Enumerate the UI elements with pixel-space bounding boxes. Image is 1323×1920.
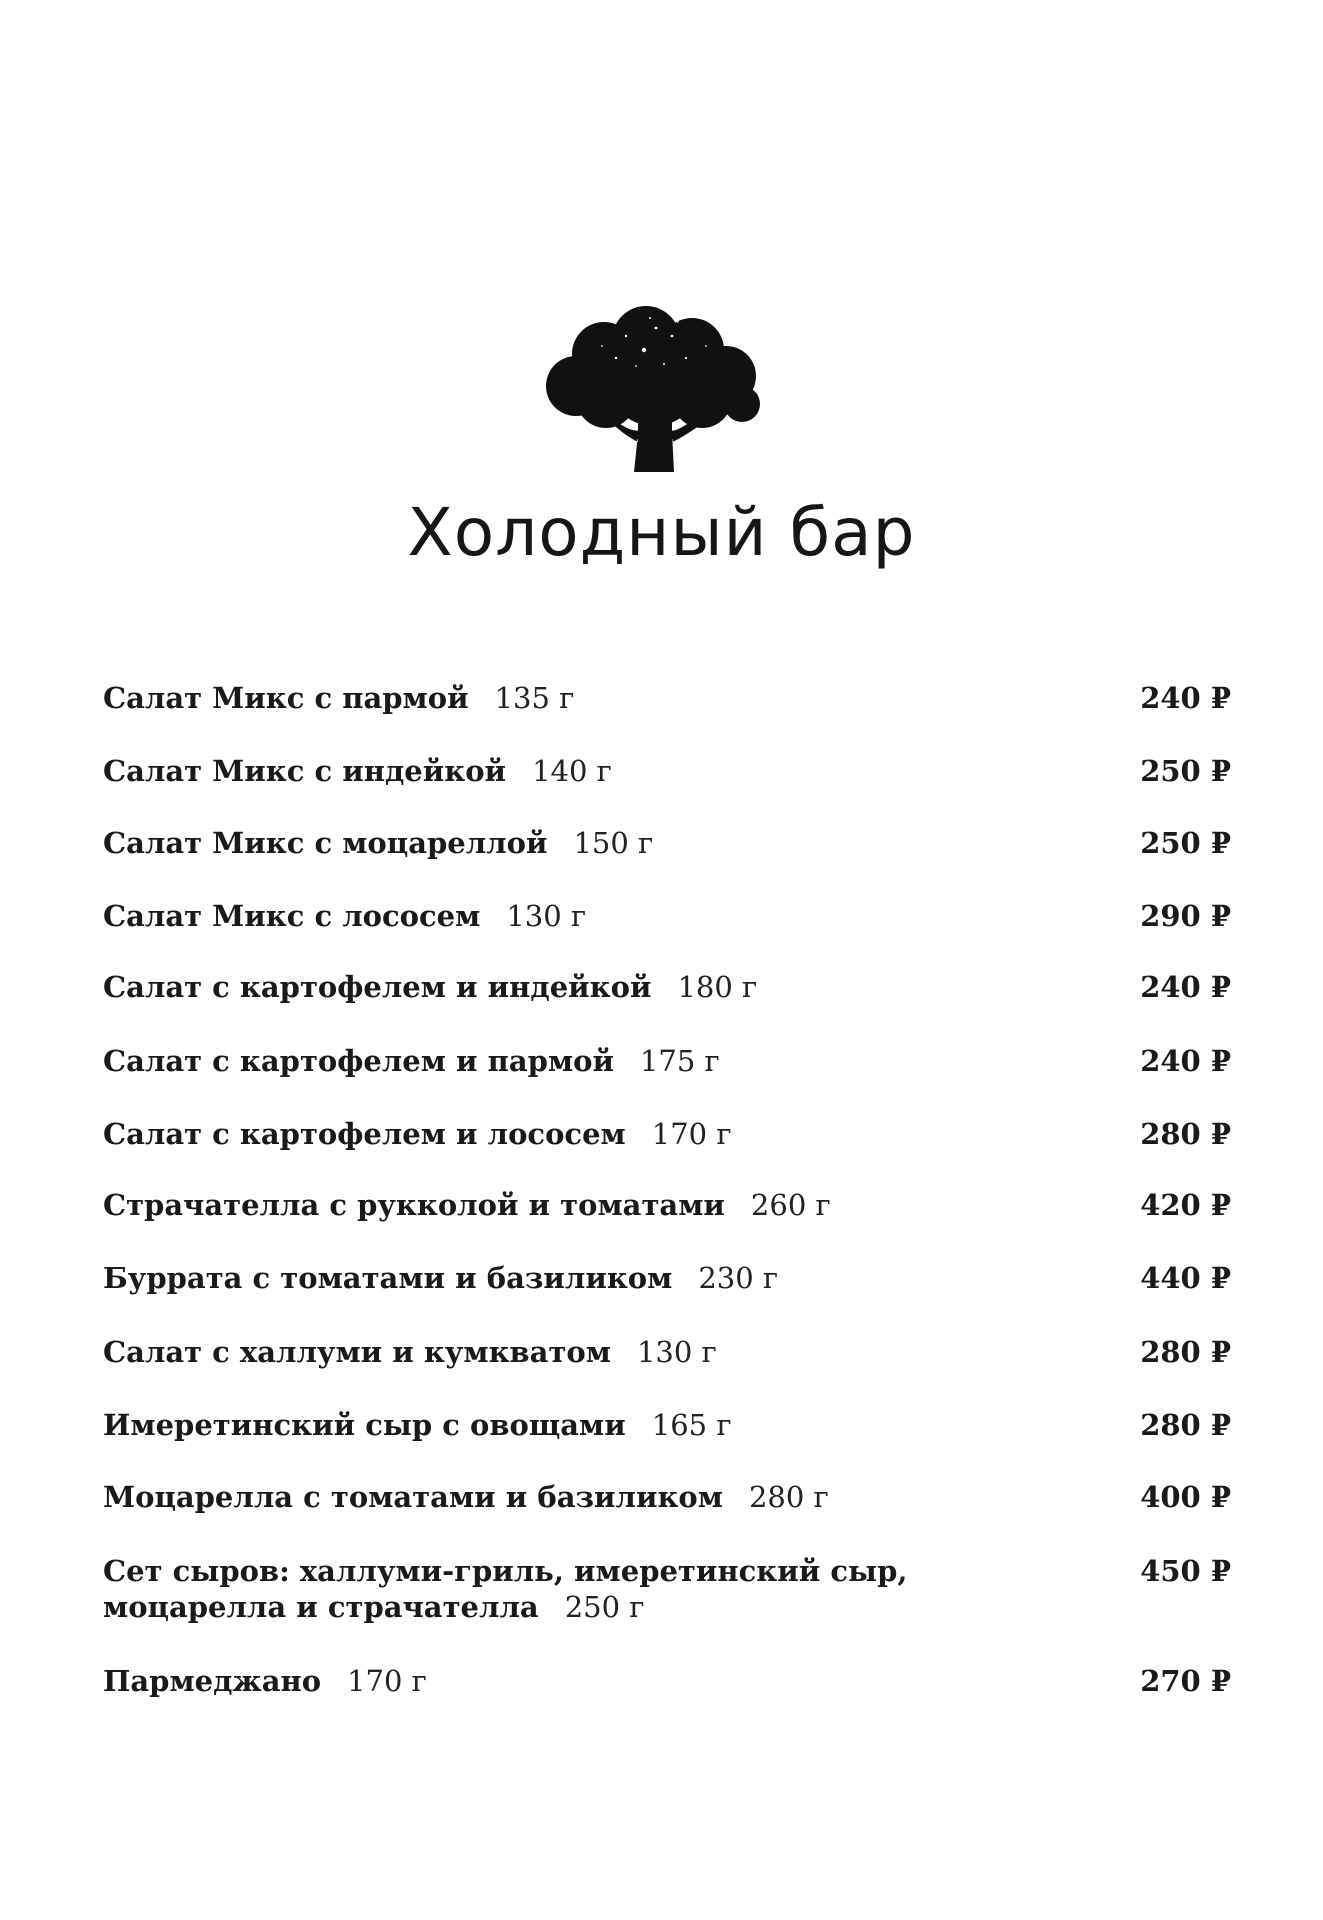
- item-name: Салат с картофелем и индейкой: [103, 970, 652, 1004]
- menu-item: [103, 1043, 1231, 1079]
- item-price: 270 ₽: [1140, 1664, 1231, 1698]
- item-name: Салат Микс с лососем: [103, 899, 481, 933]
- menu-item: [103, 1334, 1231, 1370]
- item-weight: 150 г: [573, 826, 654, 860]
- item-weight: 280 г: [748, 1480, 829, 1514]
- menu-item: [103, 1116, 1231, 1152]
- item-weight: 180 г: [677, 970, 758, 1004]
- item-price: 420 ₽: [1140, 1188, 1231, 1222]
- item-name: Салат Микс с моцареллой: [103, 826, 548, 860]
- item-name: Страчателла с рукколой и томатами: [103, 1188, 725, 1222]
- menu-item: [103, 969, 1231, 1005]
- item-weight: 250 г: [564, 1590, 645, 1624]
- item-price: 240 ₽: [1140, 970, 1231, 1004]
- item-price: 400 ₽: [1140, 1480, 1231, 1514]
- menu-item: [103, 825, 1231, 861]
- menu-item: [103, 1407, 1231, 1443]
- menu-item: [103, 1553, 1231, 1625]
- item-weight: 165 г: [651, 1408, 732, 1442]
- item-weight: 170 г: [347, 1664, 427, 1698]
- menu-item: [103, 898, 1231, 934]
- item-weight: 130 г: [636, 1335, 717, 1369]
- menu-item: [103, 1479, 1231, 1515]
- item-price: 290 ₽: [1140, 899, 1231, 933]
- item-weight: 260 г: [750, 1188, 831, 1222]
- item-weight: 130 г: [506, 899, 587, 933]
- item-price: 450 ₽: [1140, 1554, 1231, 1588]
- item-name: Пармеджано: [103, 1664, 322, 1698]
- item-weight: 175 г: [639, 1044, 720, 1078]
- menu-item: [103, 1260, 1231, 1296]
- item-price: 280 ₽: [1140, 1117, 1231, 1151]
- menu-item: [103, 1187, 1231, 1223]
- item-price: 280 ₽: [1140, 1408, 1231, 1442]
- item-price: 250 ₽: [1140, 826, 1231, 860]
- item-price: 280 ₽: [1140, 1335, 1231, 1369]
- item-price: 440 ₽: [1140, 1261, 1231, 1295]
- menu-item: [103, 753, 1231, 789]
- item-weight: 140 г: [532, 754, 612, 788]
- item-name: Моцарелла с томатами и базиликом: [103, 1480, 723, 1514]
- item-price: 250 ₽: [1140, 754, 1231, 788]
- item-weight: 135 г: [494, 681, 575, 715]
- item-weight: 230 г: [698, 1261, 779, 1295]
- menu-item: [103, 680, 1231, 716]
- item-price: 240 ₽: [1140, 681, 1231, 715]
- item-name: Салат с халлуми и кумкватом: [103, 1335, 611, 1369]
- item-name: Салат с картофелем и пармой: [103, 1044, 614, 1078]
- menu-item: [103, 1663, 1231, 1699]
- item-weight: 170 г: [651, 1117, 732, 1151]
- item-name: Салат с картофелем и лососем: [103, 1117, 626, 1151]
- page-title: Холодный бар: [407, 494, 916, 571]
- item-name: Сет сыров: халлуми-гриль, имеретинский сыр,: [103, 1554, 908, 1588]
- item-name: Салат Микс с пармой: [103, 681, 469, 715]
- item-price: 240 ₽: [1140, 1044, 1231, 1078]
- item-name-line2: моцарелла и страчателла: [103, 1590, 539, 1624]
- item-name: Салат Микс с индейкой: [103, 754, 507, 788]
- item-name: Имеретинский сыр с овощами: [103, 1408, 626, 1442]
- item-name: Буррата с томатами и базиликом: [103, 1261, 673, 1295]
